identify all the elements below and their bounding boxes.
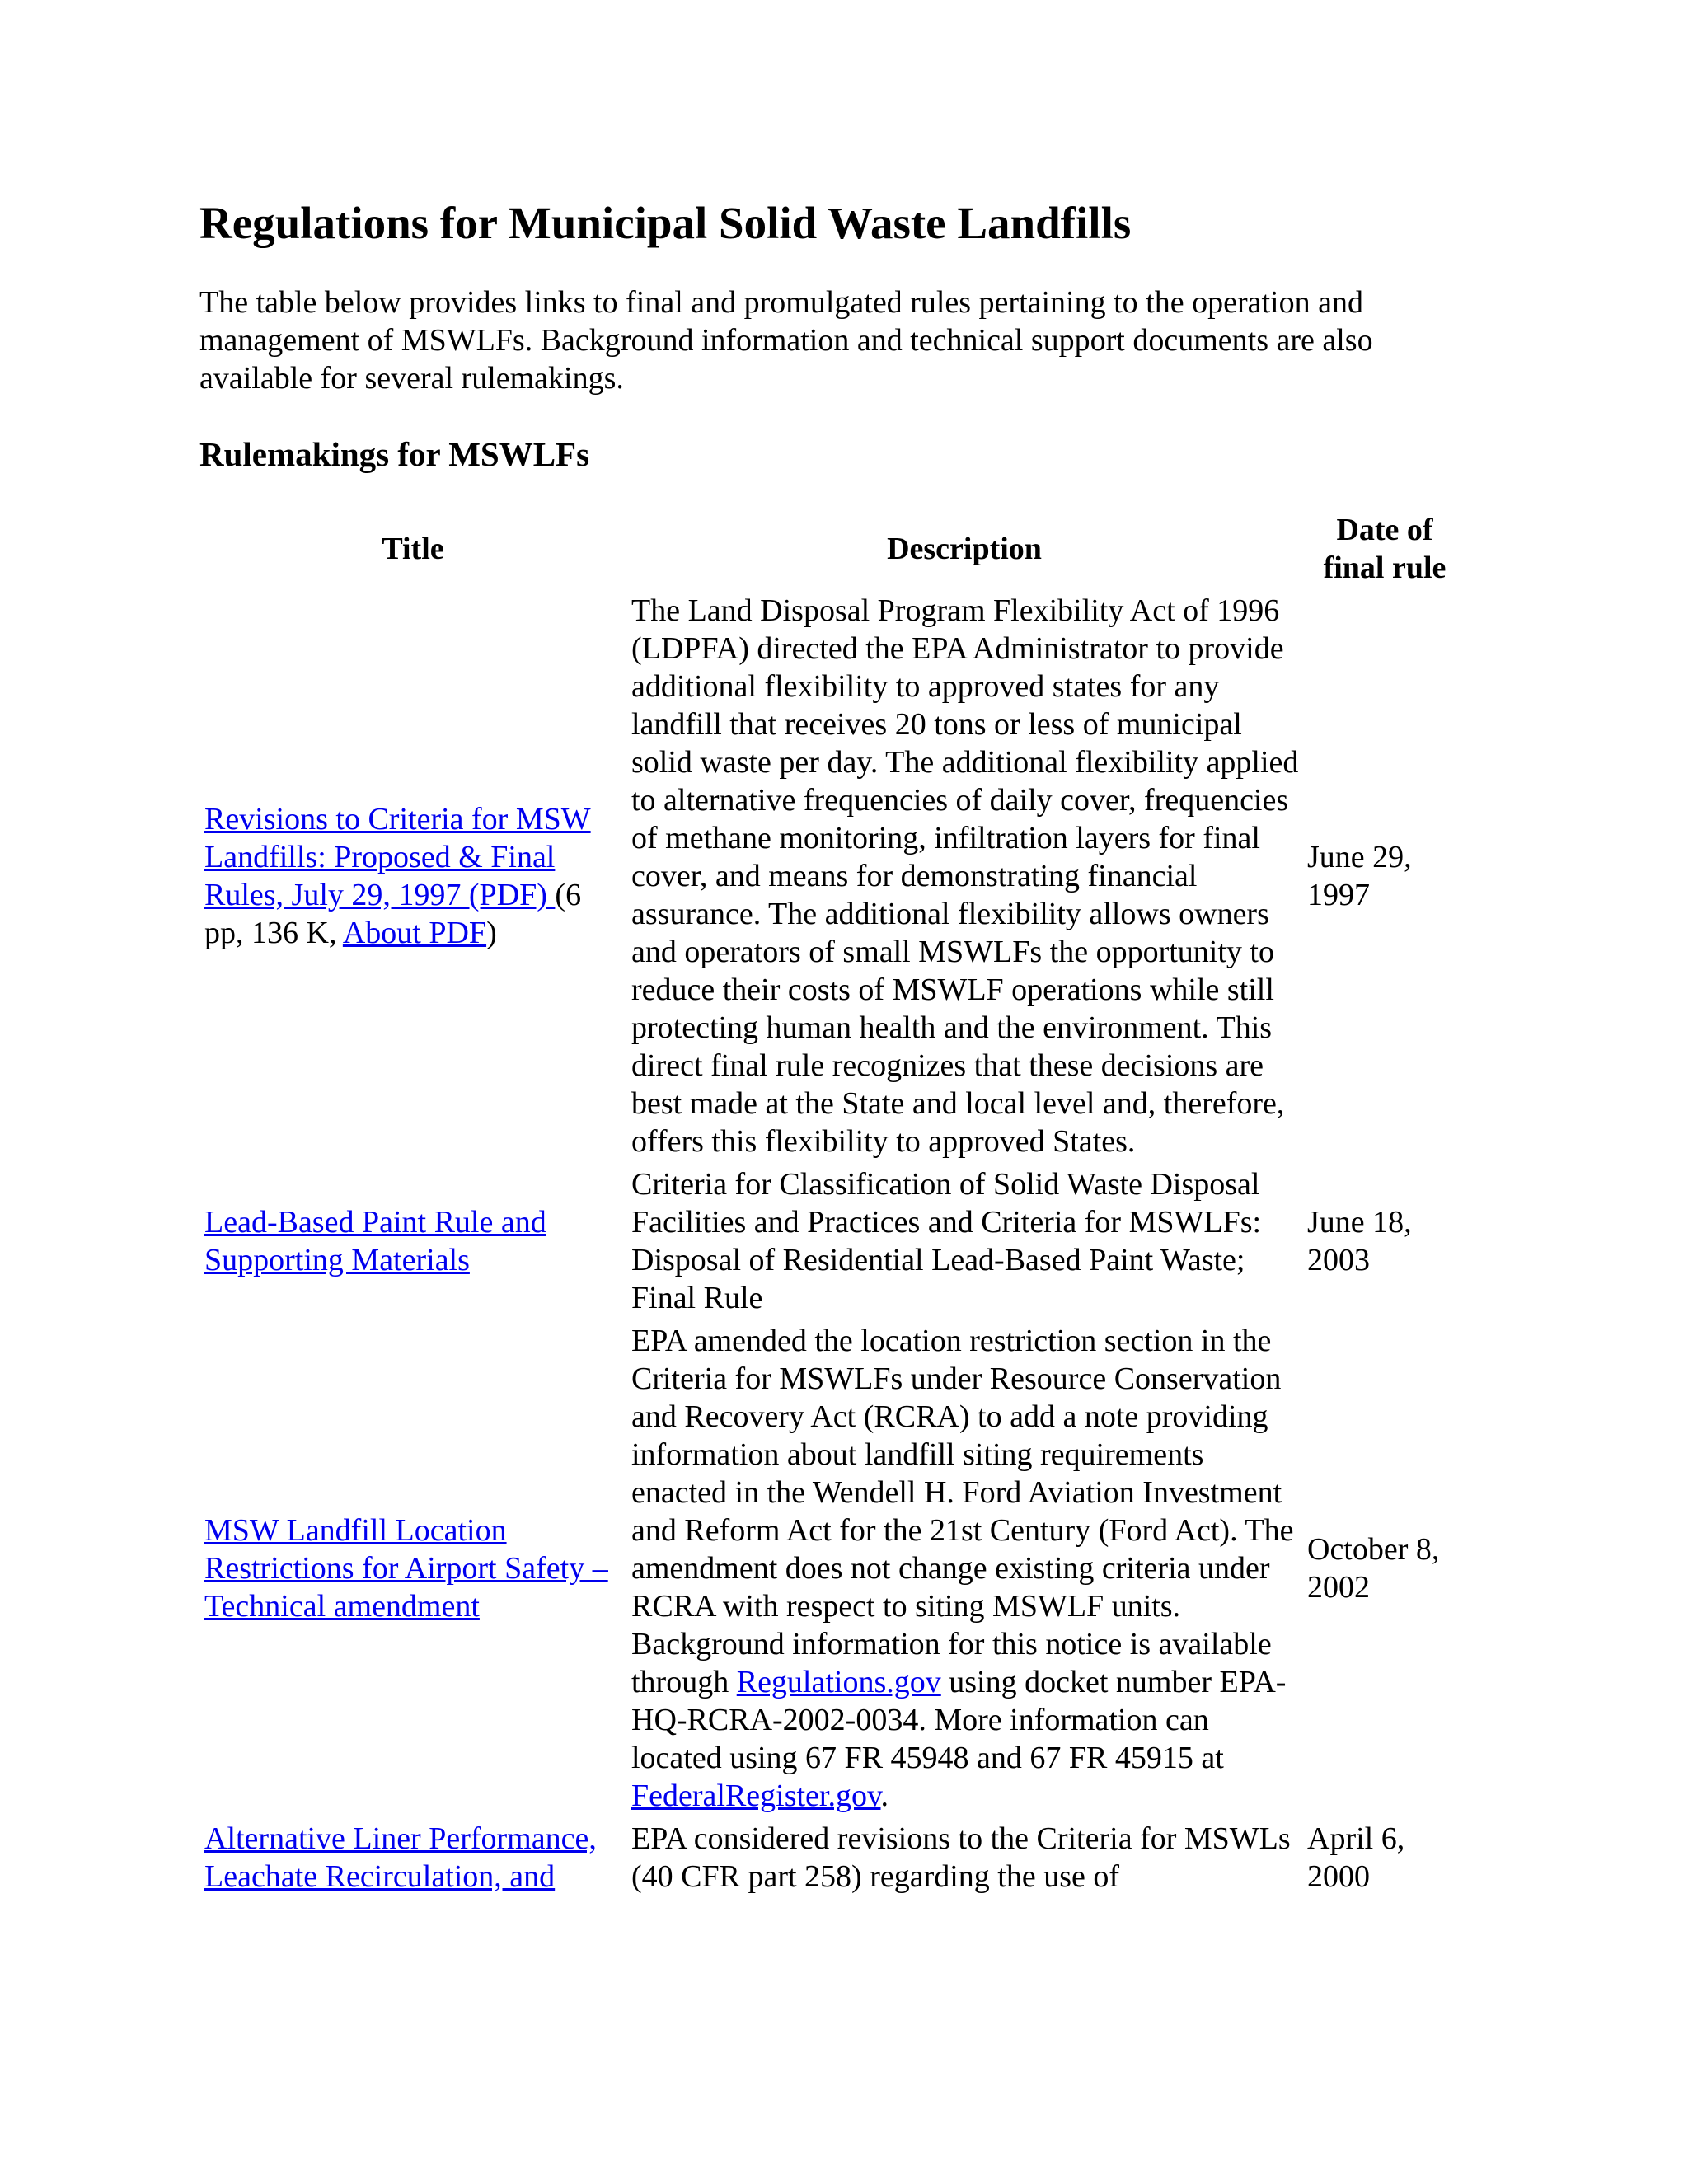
column-header-title: Title [382, 532, 444, 566]
msw-criteria-revisions-pdf-link[interactable]: Revisions to Criteria for MSW Landfills: Proposed & Final Rules, July 29, 1997 (PDF) [204, 802, 591, 912]
about-pdf-link[interactable]: About PDF [342, 916, 487, 950]
row-title-cell [199, 592, 626, 1165]
regulations-gov-link[interactable]: Regulations.gov [736, 1665, 941, 1699]
row-description-cell [626, 1322, 1302, 1820]
row-date-cell: June 29, 1997 [1307, 840, 1412, 912]
description-text: EPA amended the location restriction section in the Criteria for MSWLFs under Resource Conservation and Recovery Act (RCRA) to add a note providing information about landfill siting requirements enacted in the Wendell H. Ford Aviation Investment and Reform Act for the 21st Century (Ford Act). The amendment does not change existing criteria under RCRA with respect to siting MSWLF units. Background information for this notice is available through [631, 1324, 1294, 1699]
intro-paragraph: The table below provides links to final and promulgated rules pertaining to the operation and management of MSWLFs. Background information and technical support documents are also available for several rulemakings. [199, 285, 1373, 396]
row-title-cell [199, 1820, 626, 1900]
column-header-description: Description [887, 532, 1042, 566]
file-info-close: ) [486, 916, 497, 950]
column-header-date: Date of final rule [1323, 513, 1447, 585]
document-page [199, 194, 1518, 1900]
page-title: Regulations for Municipal Solid Waste Landfills [199, 198, 1132, 248]
row-date-cell: April 6, 2000 [1307, 1821, 1405, 1894]
table-row [199, 1820, 1467, 1900]
table-row [199, 1165, 1467, 1322]
row-title-cell [199, 1165, 626, 1322]
federal-register-link[interactable]: FederalRegister.gov [631, 1779, 881, 1813]
file-info-text: (6 pp, 136 K, [204, 878, 582, 950]
description-text: . [880, 1779, 889, 1813]
row-date-cell: October 8, 2002 [1307, 1532, 1440, 1605]
row-description-cell: The Land Disposal Program Flexibility Act of 1996 (LDPFA) directed the EPA Administrator to provide additional flexibility to approved states for any landfill that receives 20 tons or less of municipal solid waste per day. The additional flexibility applied to alternative frequencies of daily cover, frequencies of methane monitoring, infiltration layers for final cover, and means for demonstrating financial assurance. The additional flexibility allows owners and operators of small MSWLFs the opportunity to reduce their costs of MSWLF operations while still protecting human health and the environment. This direct final rule recognizes that these decisions are best made at the State and local level and, therefore, offers this flexibility to approved States. [631, 593, 1299, 1159]
table-row [199, 1322, 1467, 1820]
lead-based-paint-rule-link[interactable]: Lead-Based Paint Rule and Supporting Materials [204, 1205, 546, 1277]
airport-safety-amendment-link[interactable]: MSW Landfill Location Restrictions for Airport Safety – Technical amendment [204, 1513, 608, 1624]
section-heading: Rulemakings for MSWLFs [199, 435, 590, 473]
table-header-row [199, 511, 1467, 592]
alternative-liner-performance-link[interactable]: Alternative Liner Performance, Leachate Recirculation, and [204, 1821, 597, 1894]
description-text: using docket number EPA-HQ-RCRA-2002-0034. More information can located using 67 FR 45948 and 67 FR 45915 at [631, 1665, 1287, 1775]
table-row [199, 592, 1467, 1165]
rulemakings-table [199, 511, 1467, 1900]
row-description-cell: EPA considered revisions to the Criteria for MSWLs (40 CFR part 258) regarding the use of [631, 1821, 1291, 1894]
row-title-cell [199, 1322, 626, 1820]
row-date-cell: June 18, 2003 [1307, 1205, 1412, 1277]
row-description-cell: Criteria for Classification of Solid Waste Disposal Facilities and Practices and Criteria for MSWLFs: Disposal of Residential Lead-Based Paint Waste; Final Rule [631, 1167, 1262, 1315]
